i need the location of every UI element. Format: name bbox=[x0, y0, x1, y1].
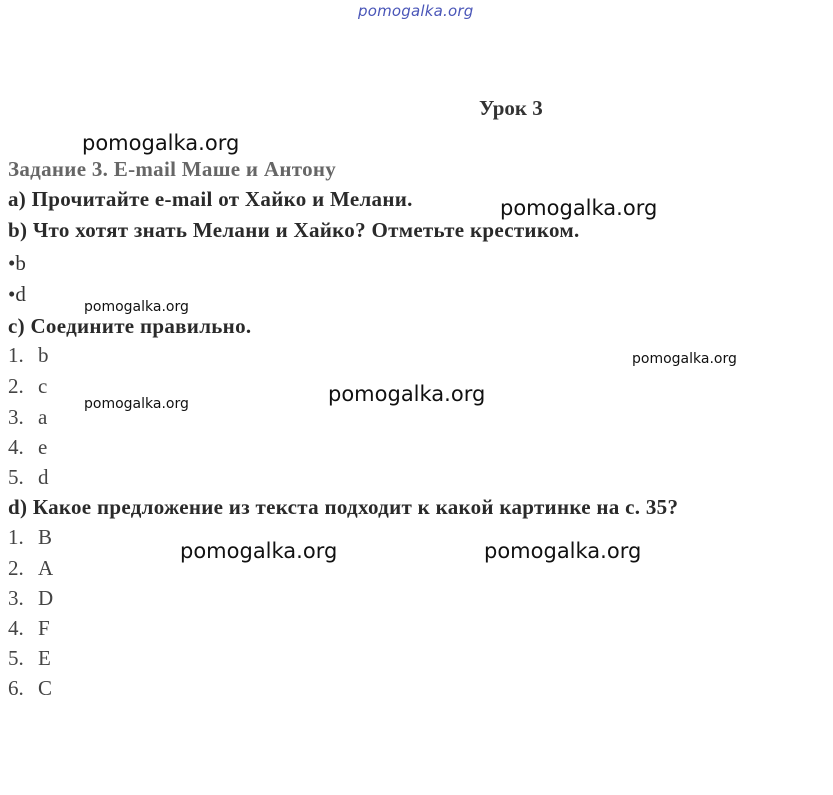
list-item bbox=[8, 646, 51, 671]
item-number: 2. bbox=[8, 374, 24, 398]
list-item bbox=[8, 676, 52, 701]
list-item bbox=[8, 616, 50, 641]
watermark-top: pomogalka.org bbox=[358, 2, 474, 20]
watermark: pomogalka.org bbox=[180, 539, 338, 563]
item-value: E bbox=[38, 646, 51, 670]
list-item bbox=[8, 586, 53, 611]
watermark: pomogalka.org bbox=[632, 351, 737, 367]
lesson-title: Урок 3 bbox=[479, 96, 543, 120]
item-value: D bbox=[38, 586, 54, 610]
item-value: C bbox=[38, 676, 53, 700]
bullet-item: •b bbox=[8, 251, 26, 275]
part-b-heading: b) Что хотят знать Мелани и Хайко? Отметьте крестиком. bbox=[8, 218, 580, 242]
part-a-heading: a) Прочитайте e-mail от Хайко и Мелани. bbox=[8, 187, 413, 211]
watermark: pomogalka.org bbox=[84, 299, 189, 315]
list-item bbox=[8, 465, 49, 490]
item-value: F bbox=[38, 616, 50, 640]
part-c-heading: c) Соедините правильно. bbox=[8, 314, 252, 338]
item-number: 3. bbox=[8, 586, 24, 610]
item-value: A bbox=[38, 556, 54, 580]
list-item bbox=[8, 525, 52, 550]
item-number: 5. bbox=[8, 465, 24, 489]
bullet-item-value: b bbox=[15, 251, 26, 275]
item-value: d bbox=[38, 465, 49, 489]
item-number: 4. bbox=[8, 616, 24, 640]
watermark: pomogalka.org bbox=[484, 539, 642, 563]
item-value: e bbox=[38, 435, 48, 459]
item-number: 5. bbox=[8, 646, 24, 670]
item-number: 3. bbox=[8, 405, 24, 429]
watermark: pomogalka.org bbox=[328, 382, 486, 406]
item-number: 1. bbox=[8, 525, 24, 549]
item-value: b bbox=[38, 343, 49, 367]
bullet-item: •d bbox=[8, 282, 26, 306]
list-item bbox=[8, 435, 47, 460]
item-value: B bbox=[38, 525, 53, 549]
list-item bbox=[8, 556, 53, 581]
item-number: 4. bbox=[8, 435, 24, 459]
item-value: a bbox=[38, 405, 48, 429]
watermark: pomogalka.org bbox=[82, 131, 240, 155]
item-value: c bbox=[38, 374, 48, 398]
watermark: pomogalka.org bbox=[500, 196, 658, 220]
item-number: 1. bbox=[8, 343, 24, 367]
item-number: 6. bbox=[8, 676, 24, 700]
task-title: Задание 3. E-mail Маше и Антону bbox=[8, 157, 337, 181]
list-item bbox=[8, 374, 47, 399]
watermark: pomogalka.org bbox=[84, 396, 189, 412]
bullet-item-value: d bbox=[15, 282, 26, 306]
list-item bbox=[8, 405, 47, 430]
list-item bbox=[8, 343, 49, 368]
item-number: 2. bbox=[8, 556, 24, 580]
part-d-heading: d) Какое предложение из текста подходит к какой картинке на с. 35? bbox=[8, 495, 679, 519]
